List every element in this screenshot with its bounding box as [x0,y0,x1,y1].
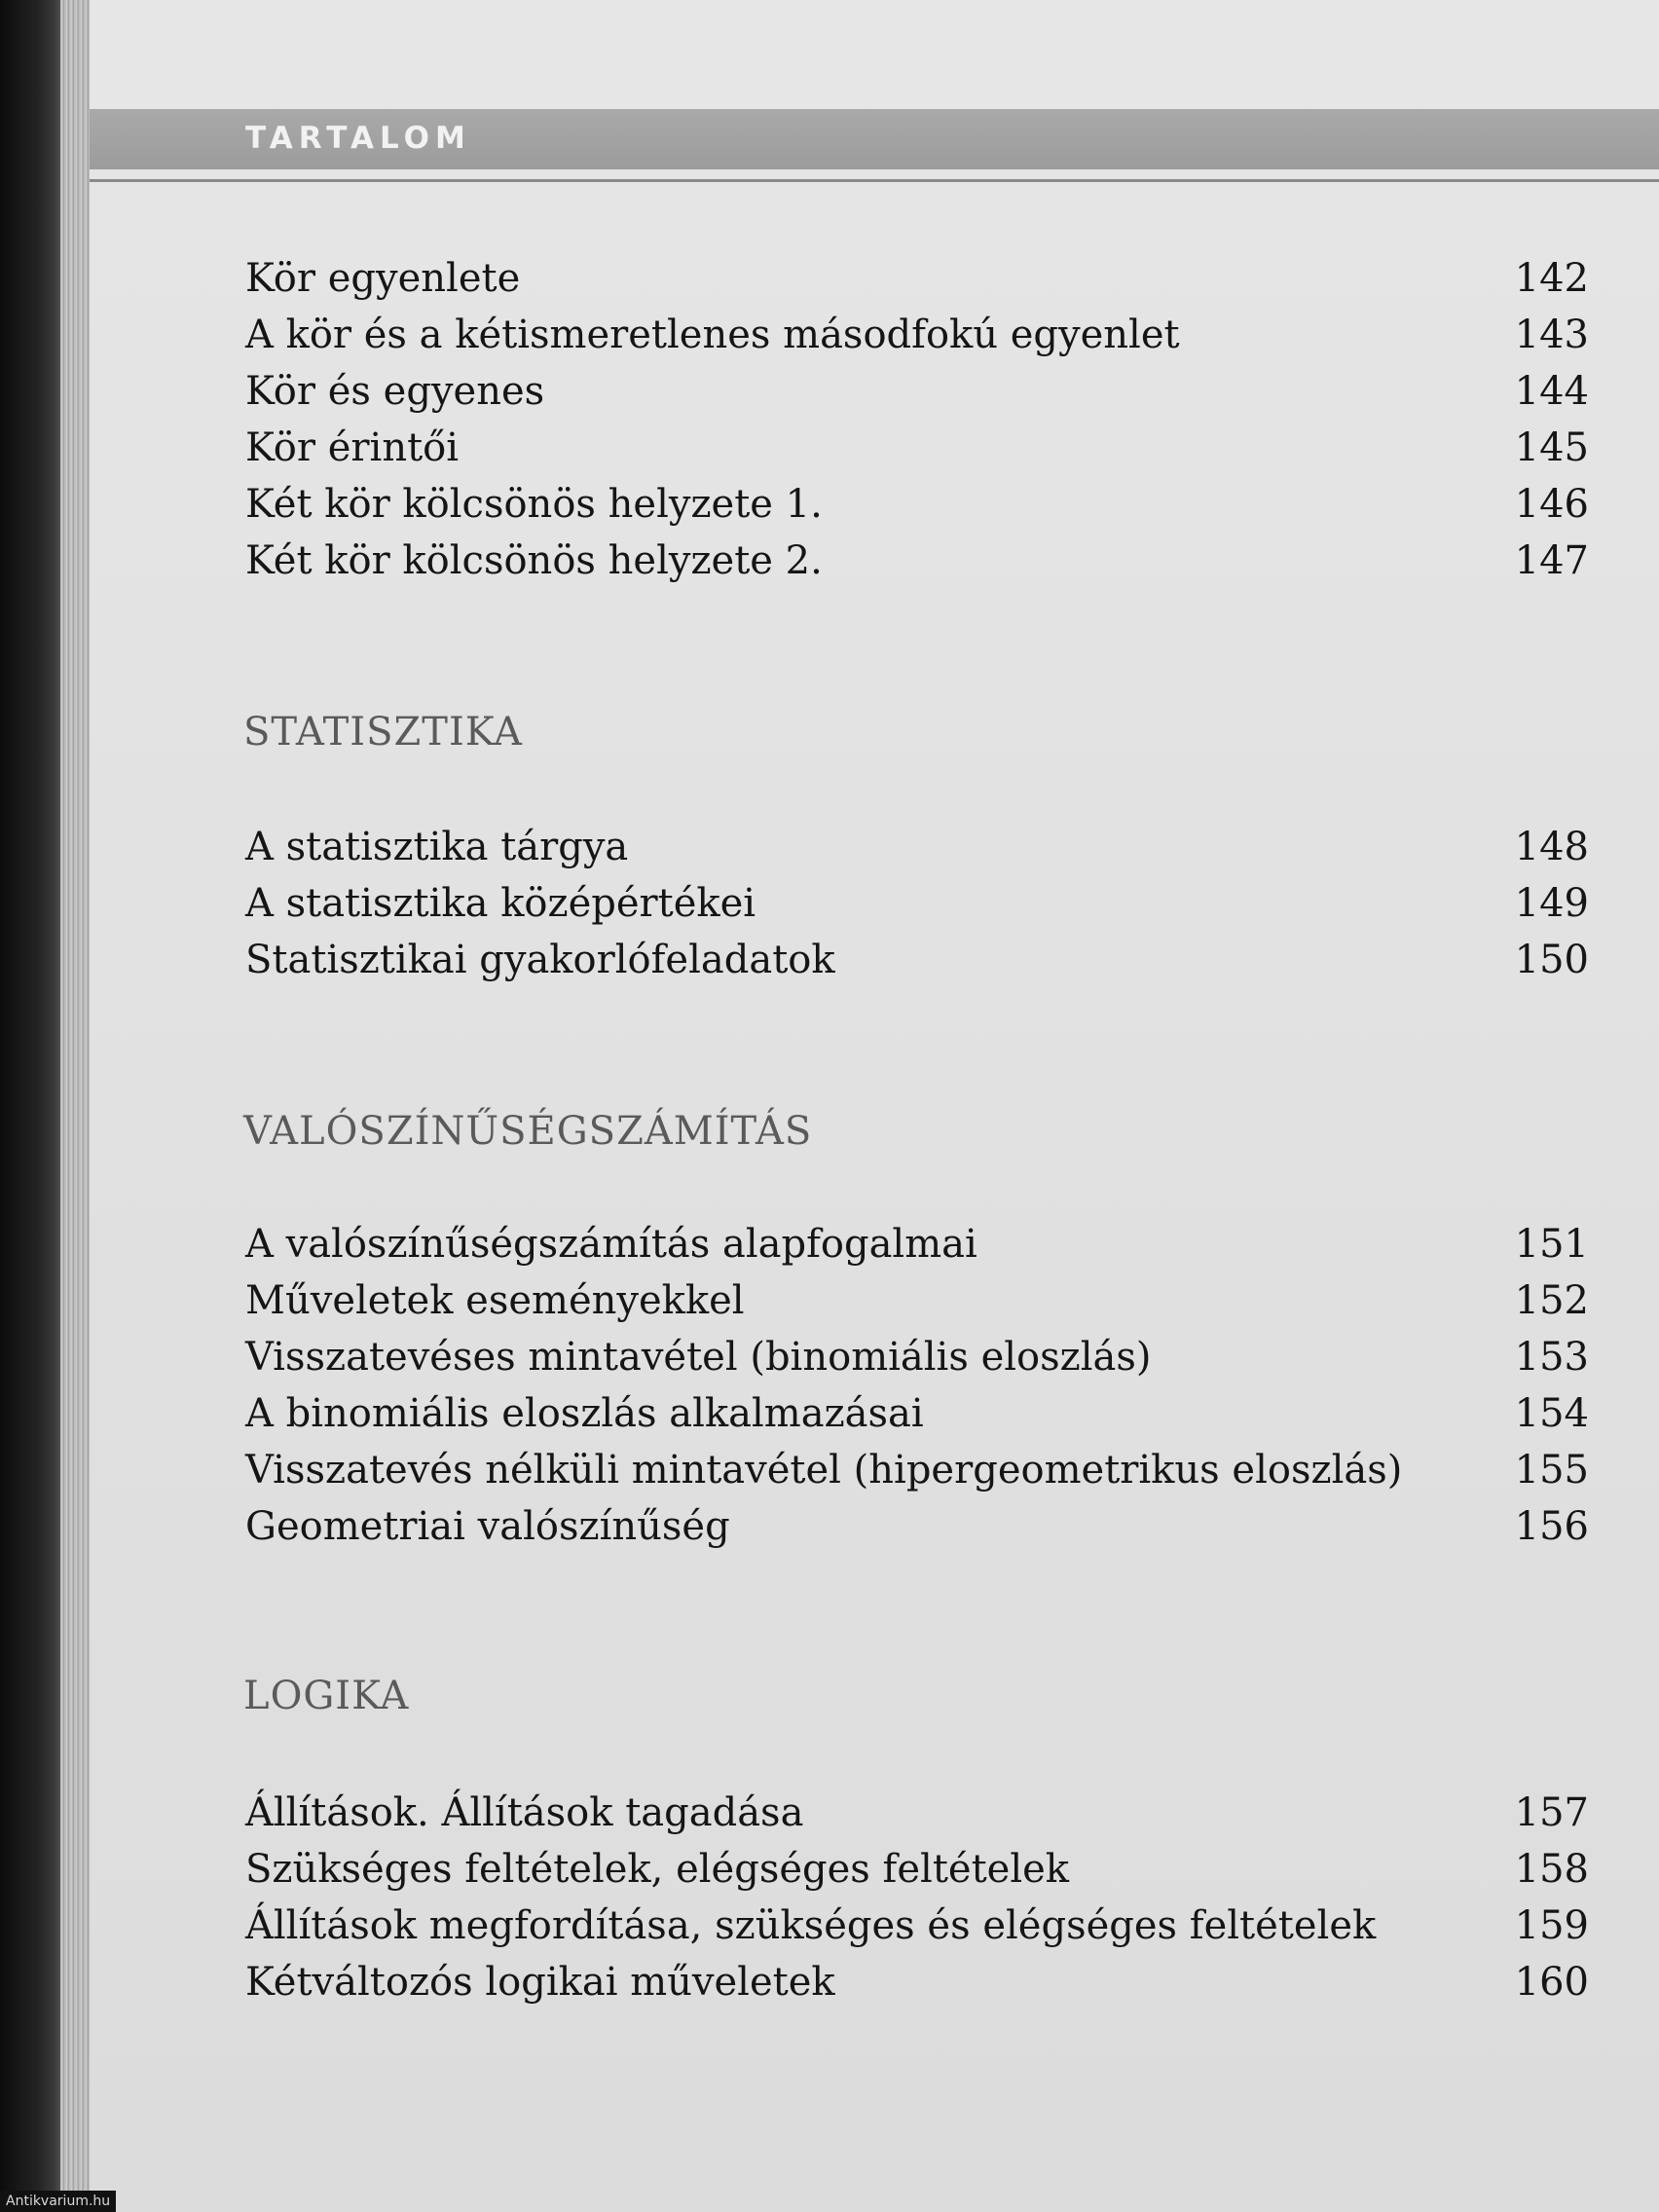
toc-entry-page: 151 [1514,1222,1589,1267]
toc-entry [90,1955,1589,2011]
toc-entry-title: A statisztika középértékei [245,881,756,926]
toc-entry-title: Műveletek eseményekkel [245,1278,745,1323]
toc-entry-title: Geometriai valószínűség [245,1504,730,1549]
toc-entry-title: Kör és egyenes [245,369,545,414]
toc-entry-page: 147 [1514,538,1589,583]
toc-entry-page: 155 [1514,1448,1589,1493]
toc-entry-title: Kétváltozós logikai műveletek [245,1960,835,2005]
toc-entry-title: Kör érintői [245,425,460,470]
book-page [90,0,1659,2212]
toc-entry-title: Visszatevéses mintavétel (binomiális eloszlás) [245,1335,1152,1380]
toc-entry-page: 144 [1514,369,1589,414]
toc-entry [90,477,1589,534]
book-spine [0,0,68,2212]
toc-entry-page: 143 [1514,313,1589,357]
section-heading: LOGIKA [243,1674,410,1718]
toc-entry [90,933,1589,989]
toc-entry [90,421,1589,477]
toc-entry-title: Statisztikai gyakorlófeladatok [245,938,835,982]
toc-entry [90,1842,1589,1899]
toc-entry-page: 142 [1514,256,1589,301]
toc-entry-page: 146 [1514,482,1589,527]
toc-entry-title: Állítások. Állítások tagadása [245,1790,804,1835]
watermark: Antikvarium.hu [0,2191,116,2212]
toc-entry-title: Kör egyenlete [245,256,521,301]
toc-entry-page: 152 [1514,1278,1589,1323]
section-heading: VALÓSZÍNŰSÉGSZÁMÍTÁS [243,1109,813,1154]
toc-entry-title: A valószínűségszámítás alapfogalmai [245,1222,977,1267]
toc-entry-title: A kör és a kétismeretlenes másodfokú egyenlet [245,313,1180,357]
toc-entry [90,1273,1589,1330]
toc-entry-page: 159 [1514,1903,1589,1948]
toc-entry-page: 153 [1514,1335,1589,1380]
toc-entry [90,534,1589,590]
toc-entry-page: 145 [1514,425,1589,470]
toc-entry [90,1217,1589,1273]
toc-entry [90,1443,1589,1499]
toc-entry [90,1330,1589,1386]
toc-entry-title: Két kör kölcsönös helyzete 2. [245,538,823,583]
toc-entry-title: Visszatevés nélküli mintavétel (hipergeometrikus eloszlás) [245,1448,1403,1493]
toc-entry [90,820,1589,876]
toc-entry-page: 154 [1514,1391,1589,1436]
toc-entry-title: Szükséges feltételek, elégséges feltételek [245,1847,1070,1892]
toc-entry-title: A binomiális eloszlás alkalmazásai [245,1391,924,1436]
page-header-title: TARTALOM [245,121,471,156]
toc-entry-page: 149 [1514,881,1589,926]
toc-entry [90,308,1589,364]
toc-entry [90,1386,1589,1443]
toc-entry-page: 150 [1514,938,1589,982]
toc-entry [90,251,1589,308]
toc-entry [90,1499,1589,1556]
toc-entry [90,1786,1589,1842]
page-edges [60,0,93,2212]
section-heading: STATISZTIKA [243,710,523,755]
toc-entry-title: Két kör kölcsönös helyzete 1. [245,482,823,527]
header-rule [90,179,1659,182]
toc-entry [90,1899,1589,1955]
toc-entry-title: A statisztika tárgya [245,825,629,869]
toc-entry [90,876,1589,933]
toc-entry-page: 158 [1514,1847,1589,1892]
toc-entry-page: 157 [1514,1790,1589,1835]
toc-entry [90,364,1589,421]
toc-entry-page: 156 [1514,1504,1589,1549]
toc-entry-title: Állítások megfordítása, szükséges és elégséges feltételek [245,1903,1377,1948]
toc-entry-page: 148 [1514,825,1589,869]
toc-entry-page: 160 [1514,1960,1589,2005]
